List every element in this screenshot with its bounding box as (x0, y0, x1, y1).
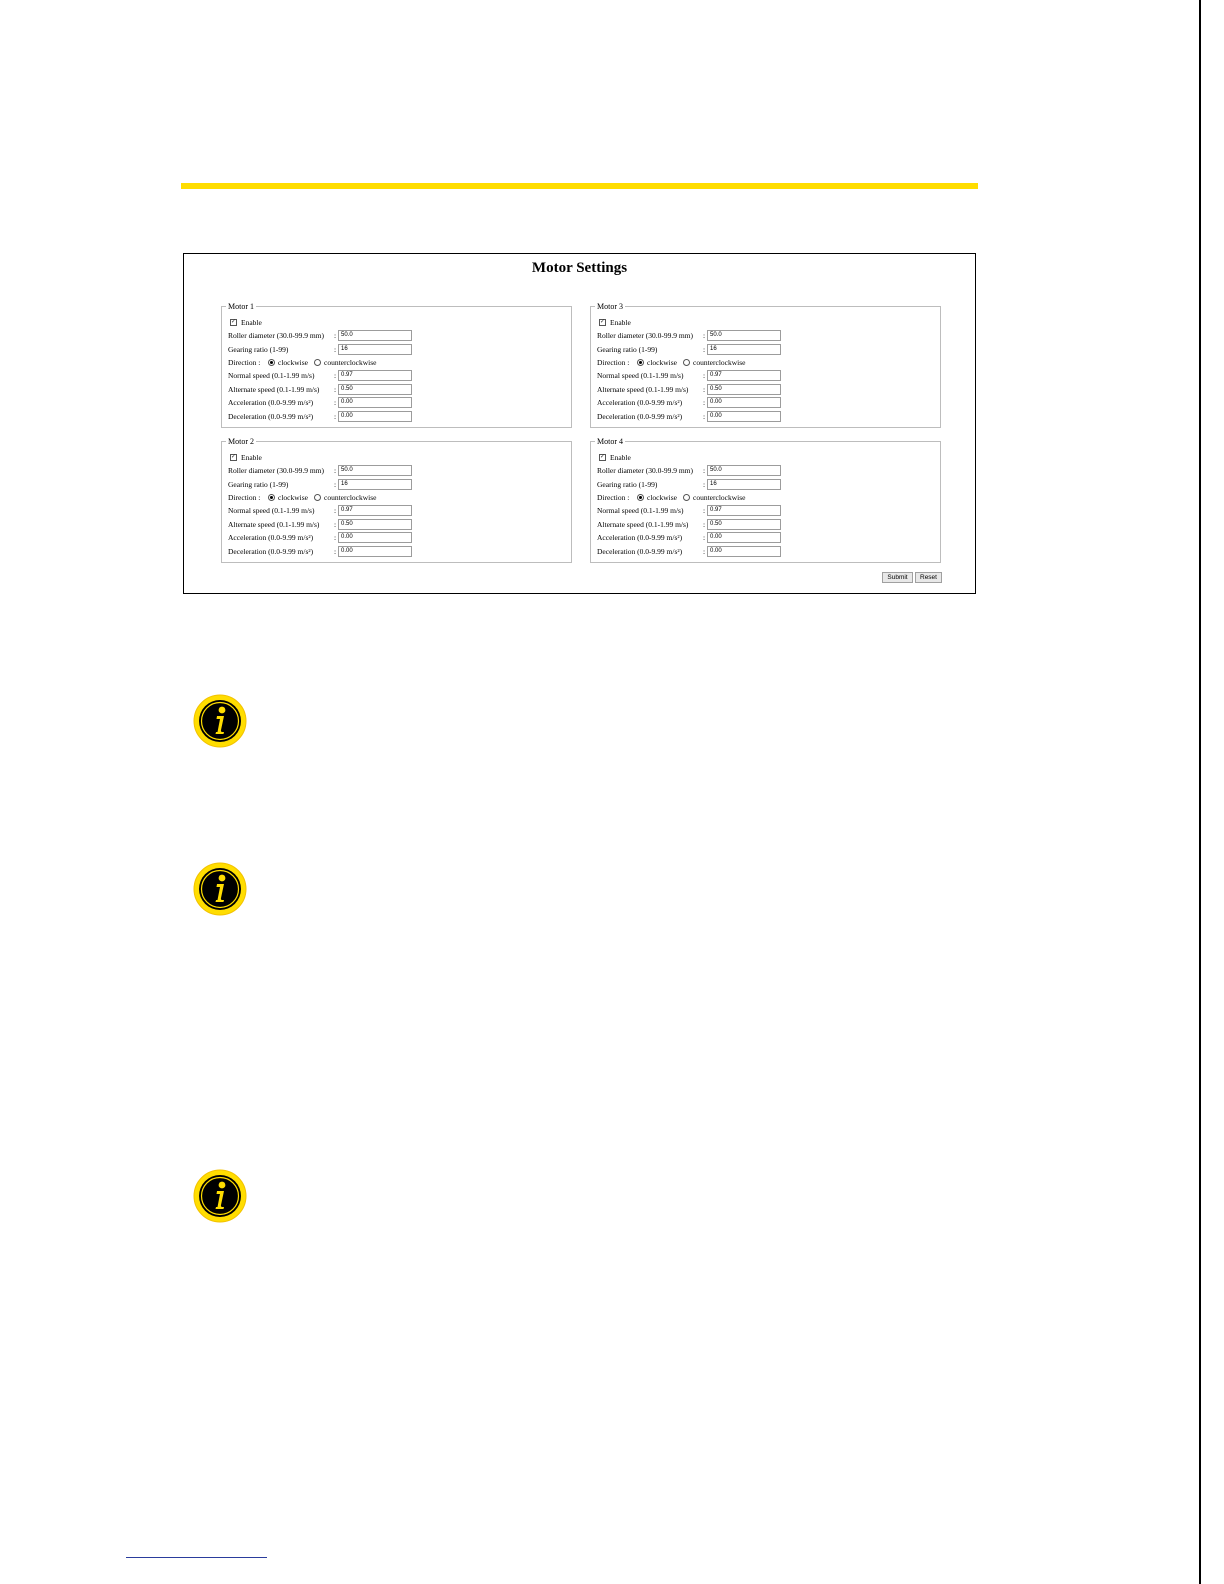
motor-4-clockwise-radio[interactable] (637, 494, 644, 501)
colon: : (703, 385, 706, 394)
colon: : (703, 547, 706, 556)
colon: : (703, 371, 706, 380)
motor-1-normal-speed-input[interactable]: 0.97 (338, 370, 412, 381)
motor-4-deceleration-input[interactable]: 0.00 (707, 546, 781, 557)
colon: : (703, 398, 706, 407)
motor-1-enable-label: Enable (241, 318, 262, 327)
acceleration-label: Acceleration (0.0-9.99 m/s²) (228, 398, 314, 407)
colon: : (334, 385, 337, 394)
colon: : (334, 398, 337, 407)
motor-4-fieldset (590, 437, 941, 563)
motor-2-roller-diameter-input[interactable]: 50.0 (338, 465, 412, 476)
motor-1-fieldset (221, 302, 572, 428)
colon: : (334, 412, 337, 421)
normal-speed-label: Normal speed (0.1-1.99 m/s) (597, 371, 684, 380)
clockwise-label: clockwise (647, 358, 677, 367)
motor-4-acceleration-input[interactable]: 0.00 (707, 532, 781, 543)
motor-1-clockwise-radio[interactable] (268, 359, 275, 366)
colon: : (334, 371, 337, 380)
footer-link-underline (126, 1557, 267, 1558)
page-title: Motor Settings (531, 260, 628, 276)
gearing-ratio-label: Gearing ratio (1-99) (597, 480, 658, 489)
motor-1-deceleration-input[interactable]: 0.00 (338, 411, 412, 422)
motor-3-fieldset (590, 302, 941, 428)
clockwise-label: clockwise (647, 493, 677, 502)
motor-2-deceleration-input[interactable]: 0.00 (338, 546, 412, 557)
motor-3-legend: Motor 3 (597, 302, 623, 311)
motor-3-enable-checkbox[interactable]: ✓ (600, 319, 606, 325)
clockwise-label: clockwise (278, 358, 308, 367)
deceleration-label: Deceleration (0.0-9.99 m/s²) (597, 412, 683, 421)
acceleration-label: Acceleration (0.0-9.99 m/s²) (597, 533, 683, 542)
motor-2-clockwise-radio[interactable] (268, 494, 275, 501)
motor-4-legend: Motor 4 (597, 437, 623, 446)
counterclockwise-label: counterclockwise (324, 493, 377, 502)
gearing-ratio-label: Gearing ratio (1-99) (228, 480, 289, 489)
counterclockwise-label: counterclockwise (324, 358, 377, 367)
colon: : (334, 331, 337, 340)
motor-2-fieldset (221, 437, 572, 563)
colon: : (703, 480, 706, 489)
motor-2-normal-speed-input[interactable]: 0.97 (338, 505, 412, 516)
colon: : (703, 345, 706, 354)
colon: : (703, 533, 706, 542)
roller-diameter-label: Roller diameter (30.0-99.9 mm) (228, 331, 325, 340)
motor-2-counterclockwise-radio[interactable] (314, 494, 321, 501)
motor-2-legend: Motor 2 (228, 437, 254, 446)
deceleration-label: Deceleration (0.0-9.99 m/s²) (228, 547, 314, 556)
direction-label: Direction : (228, 493, 261, 502)
info-icon (193, 1169, 247, 1223)
motor-4-roller-diameter-input[interactable]: 50.0 (707, 465, 781, 476)
motor-4-normal-speed-input[interactable]: 0.97 (707, 505, 781, 516)
deceleration-label: Deceleration (0.0-9.99 m/s²) (597, 547, 683, 556)
motor-2-acceleration-input[interactable]: 0.00 (338, 532, 412, 543)
header-accent-rule (181, 183, 978, 189)
page-edge-rule (1199, 0, 1201, 1584)
motor-2-gearing-ratio-input[interactable]: 16 (338, 479, 412, 490)
colon: : (334, 480, 337, 489)
normal-speed-label: Normal speed (0.1-1.99 m/s) (228, 506, 315, 515)
motor-1-roller-diameter-input[interactable]: 50.0 (338, 330, 412, 341)
colon: : (334, 520, 337, 529)
counterclockwise-label: counterclockwise (693, 493, 746, 502)
motor-3-clockwise-radio[interactable] (637, 359, 644, 366)
direction-label: Direction : (228, 358, 261, 367)
colon: : (334, 533, 337, 542)
direction-label: Direction : (597, 493, 630, 502)
clockwise-label: clockwise (278, 493, 308, 502)
alternate-speed-label: Alternate speed (0.1-1.99 m/s) (228, 520, 320, 529)
roller-diameter-label: Roller diameter (30.0-99.9 mm) (597, 466, 694, 475)
colon: : (703, 506, 706, 515)
motor-1-acceleration-input[interactable]: 0.00 (338, 397, 412, 408)
motor-settings-screenshot (183, 253, 976, 594)
colon: : (334, 466, 337, 475)
roller-diameter-label: Roller diameter (30.0-99.9 mm) (228, 466, 325, 475)
motor-4-gearing-ratio-input[interactable]: 16 (707, 479, 781, 490)
colon: : (703, 520, 706, 529)
submit-button[interactable]: Submit (882, 572, 913, 583)
gearing-ratio-label: Gearing ratio (1-99) (597, 345, 658, 354)
motor-1-legend: Motor 1 (228, 302, 254, 311)
motor-3-counterclockwise-radio[interactable] (683, 359, 690, 366)
motor-3-normal-speed-input[interactable]: 0.97 (707, 370, 781, 381)
normal-speed-label: Normal speed (0.1-1.99 m/s) (597, 506, 684, 515)
colon: : (703, 412, 706, 421)
motor-1-enable-checkbox[interactable]: ✓ (231, 319, 237, 325)
normal-speed-label: Normal speed (0.1-1.99 m/s) (228, 371, 315, 380)
alternate-speed-label: Alternate speed (0.1-1.99 m/s) (228, 385, 320, 394)
colon: : (334, 345, 337, 354)
motor-3-enable-label: Enable (610, 318, 631, 327)
roller-diameter-label: Roller diameter (30.0-99.9 mm) (597, 331, 694, 340)
direction-label: Direction : (597, 358, 630, 367)
motor-4-enable-label: Enable (610, 453, 631, 462)
motor-2-alternate-speed-input[interactable]: 0.50 (338, 519, 412, 530)
motor-4-enable-checkbox[interactable]: ✓ (600, 454, 606, 460)
gearing-ratio-label: Gearing ratio (1-99) (228, 345, 289, 354)
motor-2-enable-checkbox[interactable]: ✓ (231, 454, 237, 460)
motor-3-acceleration-input[interactable]: 0.00 (707, 397, 781, 408)
acceleration-label: Acceleration (0.0-9.99 m/s²) (228, 533, 314, 542)
deceleration-label: Deceleration (0.0-9.99 m/s²) (228, 412, 314, 421)
colon: : (703, 466, 706, 475)
info-icon (193, 862, 247, 916)
motor-1-counterclockwise-radio[interactable] (314, 359, 321, 366)
motor-1-alternate-speed-input[interactable]: 0.50 (338, 384, 412, 395)
reset-button[interactable]: Reset (915, 572, 942, 583)
motor-3-roller-diameter-input[interactable]: 50.0 (707, 330, 781, 341)
colon: : (334, 547, 337, 556)
colon: : (703, 331, 706, 340)
motor-3-deceleration-input[interactable]: 0.00 (707, 411, 781, 422)
counterclockwise-label: counterclockwise (693, 358, 746, 367)
motor-4-counterclockwise-radio[interactable] (683, 494, 690, 501)
motor-1-gearing-ratio-input[interactable]: 16 (338, 344, 412, 355)
motor-2-enable-label: Enable (241, 453, 262, 462)
alternate-speed-label: Alternate speed (0.1-1.99 m/s) (597, 520, 689, 529)
motor-3-gearing-ratio-input[interactable]: 16 (707, 344, 781, 355)
info-icon (193, 694, 247, 748)
acceleration-label: Acceleration (0.0-9.99 m/s²) (597, 398, 683, 407)
motor-3-alternate-speed-input[interactable]: 0.50 (707, 384, 781, 395)
colon: : (334, 506, 337, 515)
alternate-speed-label: Alternate speed (0.1-1.99 m/s) (597, 385, 689, 394)
motor-4-alternate-speed-input[interactable]: 0.50 (707, 519, 781, 530)
